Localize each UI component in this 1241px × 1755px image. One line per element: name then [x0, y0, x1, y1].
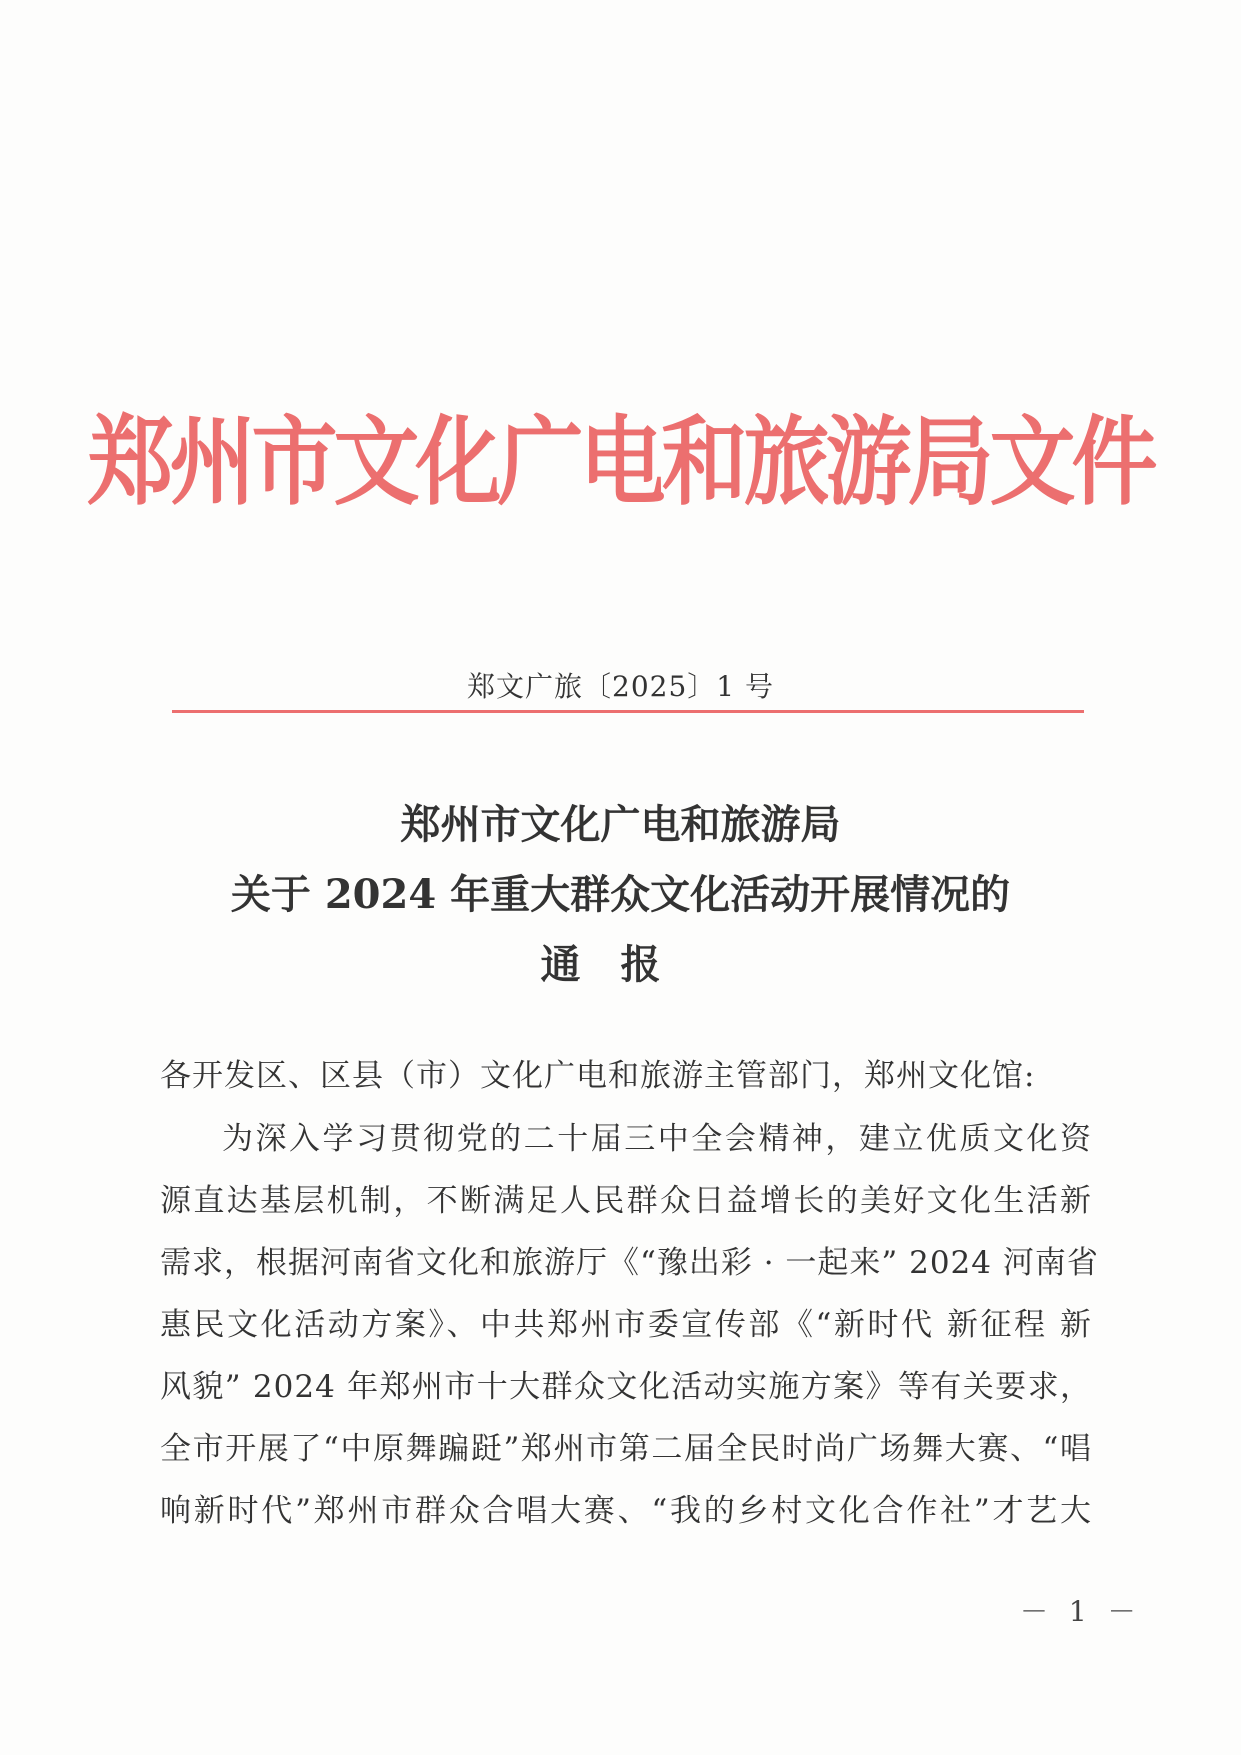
body-line: 源直达基层机制，不断满足人民群众日益增长的美好文化生活新 — [160, 1183, 1092, 1219]
body-line: 风貌” 2024 年郑州市十大群众文化活动实施方案》等有关要求， — [160, 1369, 1092, 1405]
salutation: 各开发区、区县（市）文化广电和旅游主管部门，郑州文化馆: — [160, 1058, 1036, 1094]
title-line-3: 通报 — [540, 941, 701, 988]
body-line: 需求，根据河南省文化和旅游厅《“豫出彩 · 一起来” 2024 河南省 — [160, 1245, 1099, 1281]
document-number: 郑文广旅〔2025〕1 号 — [467, 670, 774, 703]
title-line-2: 关于 2024 年重大群众文化活动开展情况的 — [230, 871, 1011, 918]
page-number: － 1 － — [1020, 1595, 1142, 1628]
title-line-1: 郑州市文化广电和旅游局 — [400, 801, 841, 848]
body-line: 为深入学习贯彻党的二十届三中全会精神，建立优质文化资 — [222, 1121, 1092, 1157]
red-divider-line — [172, 710, 1084, 713]
body-line: 惠民文化活动方案》、中共郑州市委宣传部《“新时代 新征程 新 — [160, 1307, 1092, 1343]
document-masthead: 郑州市文化广电和旅游局文件 — [87, 407, 1154, 520]
body-line: 全市开展了“中原舞蹁跹”郑州市第二届全民时尚广场舞大赛、“唱 — [160, 1431, 1092, 1467]
body-line: 响新时代”郑州市群众合唱大赛、“我的乡村文化合作社”才艺大 — [160, 1493, 1092, 1529]
